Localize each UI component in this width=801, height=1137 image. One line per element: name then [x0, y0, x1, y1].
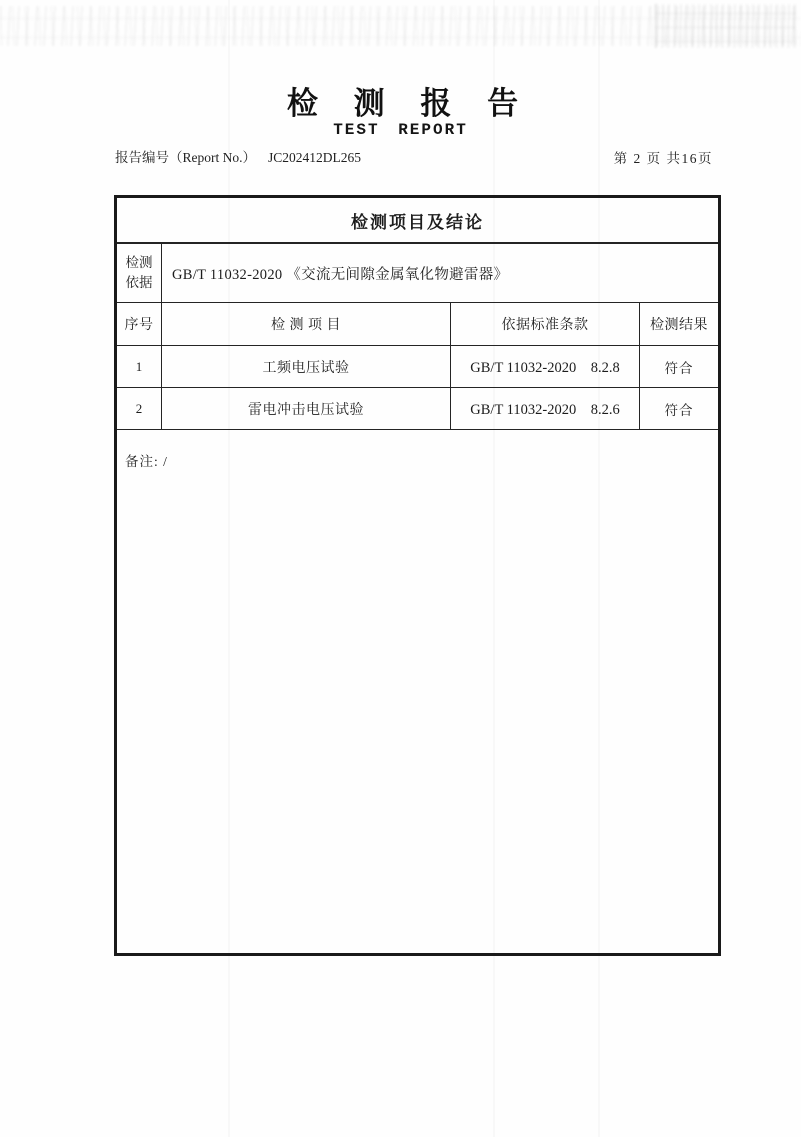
page-indicator: 第 2 页 共16页: [613, 151, 713, 166]
row-result: 符合: [640, 346, 720, 388]
remarks-cell: 备注: /: [116, 430, 720, 955]
report-title-english: TEST REPORT: [333, 121, 468, 139]
row-seq: 1: [116, 346, 162, 388]
test-basis-row: [116, 243, 720, 303]
test-basis-label-line2: 依据: [125, 275, 153, 290]
col-header-result: 检测结果: [640, 303, 720, 346]
row-item: 工频电压试验: [162, 346, 451, 388]
table-title: 检测项目及结论: [116, 197, 720, 244]
row-seq: 2: [116, 388, 162, 430]
column-header-row: [116, 303, 720, 346]
test-basis-label-line1: 检测: [125, 255, 153, 271]
col-header-item: 检 测 项 目: [162, 303, 451, 346]
report-title-chinese: 检 测 报 告: [286, 86, 533, 121]
row-clause: GB/T 11032-2020 8.2.8: [451, 346, 640, 388]
test-results-table: [114, 195, 721, 956]
scan-noise-block: [655, 4, 796, 48]
report-number-line: [115, 146, 361, 166]
table-title-row: [116, 197, 720, 244]
test-basis-value: GB/T 11032-2020 《交流无间隙金属氧化物避雷器》: [162, 243, 720, 303]
row-result: 符合: [640, 388, 720, 430]
row-clause: GB/T 11032-2020 8.2.6: [451, 388, 640, 430]
remarks-row: [116, 430, 720, 955]
report-number-value: JC202412DL265: [268, 150, 362, 165]
table-row: [116, 346, 720, 388]
row-item: 雷电冲击电压试验: [162, 388, 451, 430]
col-header-clause: 依据标准条款: [451, 303, 640, 346]
col-header-seq: 序号: [116, 303, 162, 346]
table-row: [116, 388, 720, 430]
test-basis-label: [116, 243, 162, 303]
report-number-label: 报告编号（Report No.）: [115, 150, 256, 165]
